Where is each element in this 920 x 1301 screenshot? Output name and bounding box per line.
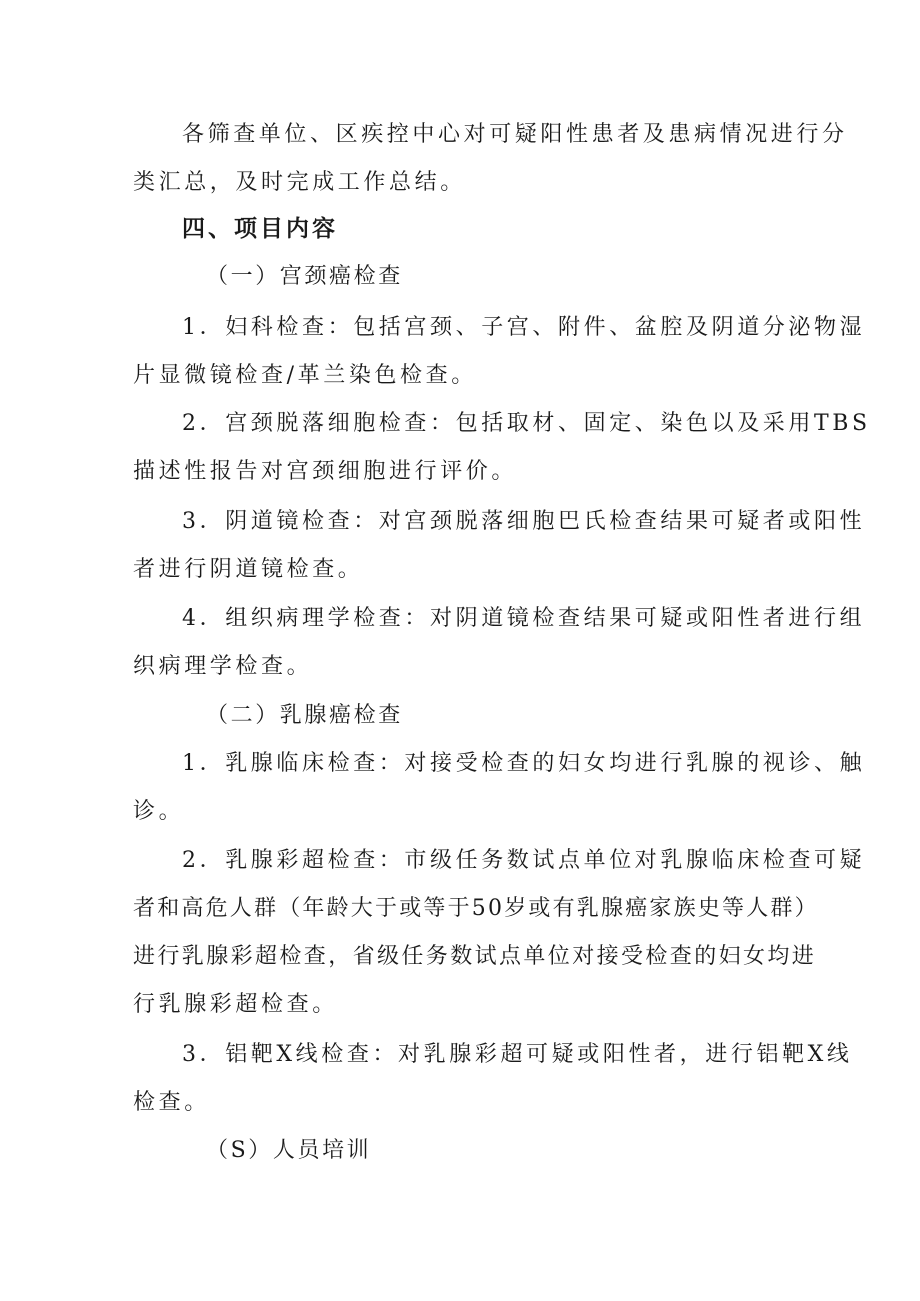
list-item-line: 2．宫颈脱落细胞检查：包括取材、固定、染色以及采用TBS xyxy=(182,411,871,436)
list-item-line: 描述性报告对宫颈细胞进行评价。 xyxy=(133,459,518,484)
subsection-heading: （二）乳腺癌检查 xyxy=(206,703,403,728)
list-item-line: 织病理学检查。 xyxy=(133,654,313,679)
list-item-line: 1．妇科检查：包括宫颈、子宫、附件、盆腔及阴道分泌物湿 xyxy=(182,315,866,340)
section-heading: 四、项目内容 xyxy=(182,216,338,242)
paragraph-line: 类汇总，及时完成工作总结。 xyxy=(133,170,466,195)
list-item-line: 4．组织病理学检查：对阴道镜检查结果可疑或阳性者进行组 xyxy=(182,606,866,631)
list-item-line: 3．阴道镜检查：对宫颈脱落细胞巴氏检查结果可疑者或阳性 xyxy=(182,509,866,534)
list-item-line: 片显微镜检查/革兰染色检查。 xyxy=(133,363,477,388)
list-item-line: 2．乳腺彩超检查：市级任务数试点单位对乳腺临床检查可疑 xyxy=(182,848,866,873)
list-item-line: 行乳腺彩超检查。 xyxy=(133,992,338,1017)
list-item-line: 3．铝靶X线检查：对乳腺彩超可疑或阳性者，进行铝靶X线 xyxy=(182,1042,853,1067)
list-item-line: 诊。 xyxy=(133,799,185,824)
list-item-line: 1．乳腺临床检查：对接受检查的妇女均进行乳腺的视诊、触 xyxy=(182,751,866,776)
list-item-line: 进行乳腺彩超检查，省级任务数试点单位对接受检查的妇女均进 xyxy=(133,944,817,969)
paragraph-line: 各筛查单位、区疾控中心对可疑阳性患者及患病情况进行分 xyxy=(182,122,848,147)
list-item-line: 者和高危人群（年龄大于或等于50岁或有乳腺癌家族史等人群） xyxy=(133,896,819,921)
list-item-line: 者进行阴道镜检查。 xyxy=(133,557,364,582)
subsection-heading: （S）人员培训 xyxy=(206,1138,372,1163)
subsection-heading: （一）宫颈癌检查 xyxy=(206,264,403,289)
list-item-line: 检查。 xyxy=(133,1090,210,1115)
